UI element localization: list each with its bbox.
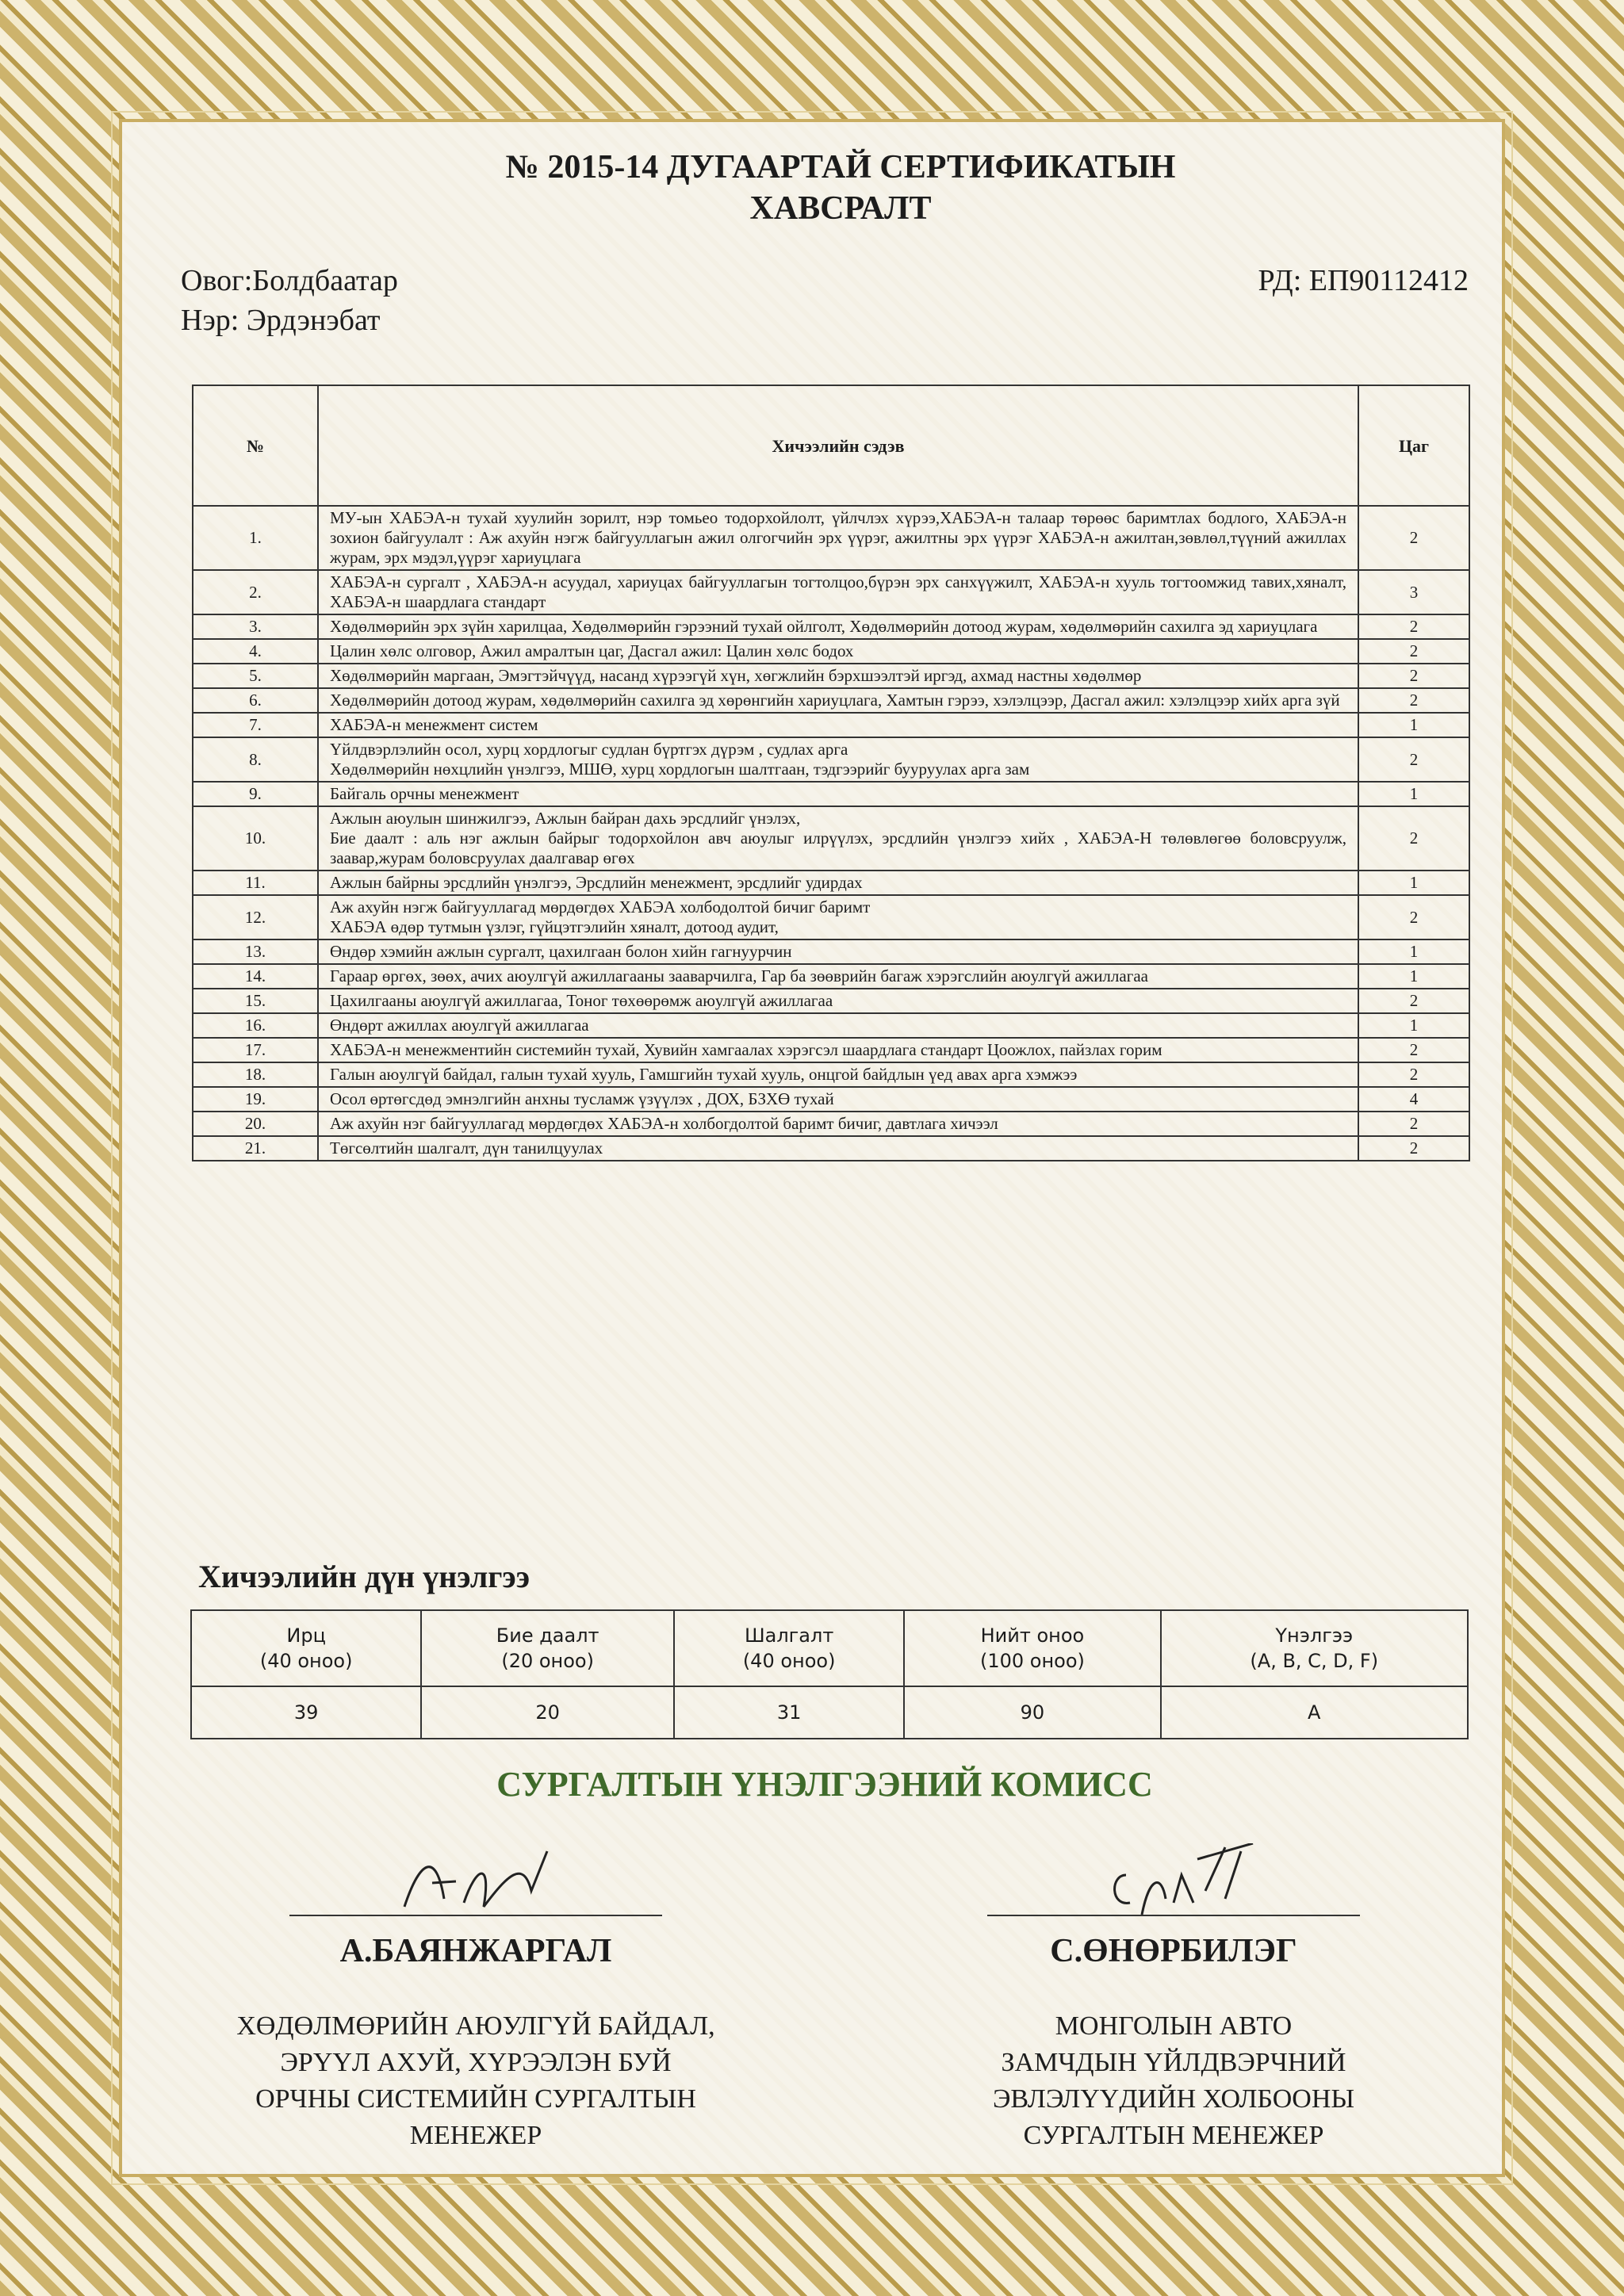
evaluation-column-note: (100 оноо) — [979, 1650, 1085, 1672]
table-row — [193, 1013, 1469, 1038]
row-number: 4. — [193, 639, 318, 664]
row-topic: Осол өртөгсдөд эмнэлгийн анхны тусламж үзүүлэх , ДОХ, БЗХӨ тухай — [318, 1087, 1358, 1112]
evaluation-table — [190, 1609, 1469, 1739]
row-hours: 4 — [1358, 1087, 1469, 1112]
signatory-left — [190, 1827, 761, 2154]
row-hours: 2 — [1358, 614, 1469, 639]
row-number: 13. — [193, 939, 318, 964]
evaluation-column-name: Бие даалт — [496, 1624, 599, 1647]
row-topic: Цалин хөлс олговор, Ажил амралтын цаг, Дасгал ажил: Цалин хөлс бодох — [318, 639, 1358, 664]
row-hours: 2 — [1358, 737, 1469, 782]
row-number: 7. — [193, 713, 318, 737]
table-row — [193, 713, 1469, 737]
signature-right-icon — [1086, 1843, 1261, 1923]
evaluation-column-header — [421, 1610, 674, 1686]
table-row — [193, 806, 1469, 871]
row-topic: Аж ахуйн нэг байгууллагад мөрдөгдөх ХАБЭА-н холбогдолтой баримт бичиг, давтлага хичээл — [318, 1112, 1358, 1136]
role-line: МЕНЕЖЕР — [409, 2121, 542, 2150]
row-topic: Аж ахуйн нэгж байгууллагад мөрдөгдөх ХАБЭА холбодолтой бичиг баримт ХАБЭА өдөр тутмын үзлэг, гүйцэтгэлийн хяналт, дотоод аудит, — [318, 895, 1358, 939]
row-topic: Өндөрт ажиллах аюулгүй ажиллагаа — [318, 1013, 1358, 1038]
table-row — [193, 1038, 1469, 1062]
row-hours: 2 — [1358, 989, 1469, 1013]
row-number: 6. — [193, 688, 318, 713]
row-number: 9. — [193, 782, 318, 806]
row-topic: Гараар өргөх, зөөх, ачих аюулгүй ажиллагааны зааварчилга, Гар ба зөөврийн багаж хэрэгслийн аюулгүй ажиллагаа — [318, 964, 1358, 989]
table-row — [193, 570, 1469, 614]
signatory-right — [888, 1827, 1459, 2154]
table-row — [193, 664, 1469, 688]
table-row — [193, 989, 1469, 1013]
row-hours: 2 — [1358, 806, 1469, 871]
row-hours: 2 — [1358, 506, 1469, 570]
row-hours: 2 — [1358, 1062, 1469, 1087]
table-row — [193, 939, 1469, 964]
row-hours: 2 — [1358, 1136, 1469, 1161]
row-hours: 2 — [1358, 664, 1469, 688]
row-number: 21. — [193, 1136, 318, 1161]
col-header-number: № — [193, 385, 318, 506]
row-number: 2. — [193, 570, 318, 614]
evaluation-value: 20 — [421, 1686, 674, 1739]
evaluation-column-header — [904, 1610, 1160, 1686]
register-number: РД: ЕП90112412 — [1258, 264, 1469, 297]
row-number: 18. — [193, 1062, 318, 1087]
table-row — [193, 1136, 1469, 1161]
evaluation-column-name: Ирц — [286, 1624, 326, 1647]
document-content — [174, 147, 1475, 2150]
row-topic: Ажлын аюулын шинжилгээ, Ажлын байран дахь эрсдлийг үнэлэх, Бие даалт : аль нэг ажлын байрыг тодорхойлон авч аюулыг илрүүлэх, эрсдлийн үнэлгээ хийх , ХАБЭА-Н төлөвлөгөө боловсруулж, заавар,журам боловсруулах даалгавар өгөх — [318, 806, 1358, 871]
table-row — [193, 506, 1469, 570]
document-title — [206, 147, 1475, 229]
table-row — [193, 639, 1469, 664]
row-hours: 2 — [1358, 1038, 1469, 1062]
row-topic: Байгаль орчны менежмент — [318, 782, 1358, 806]
row-hours: 1 — [1358, 964, 1469, 989]
table-row — [193, 895, 1469, 939]
col-header-hours: Цаг — [1358, 385, 1469, 506]
row-number: 3. — [193, 614, 318, 639]
title-line-2: ХАВСРАЛТ — [749, 190, 932, 227]
row-number: 11. — [193, 871, 318, 895]
evaluation-column-note: (A, B, C, D, F) — [1250, 1650, 1379, 1672]
row-number: 1. — [193, 506, 318, 570]
signatory-left-name: А.БАЯНЖАРГАЛ — [339, 1933, 612, 1969]
row-hours: 2 — [1358, 688, 1469, 713]
evaluation-heading: Хичээлийн дүн үнэлгээ — [198, 1559, 530, 1594]
signatory-right-role — [888, 2008, 1459, 2154]
row-hours: 2 — [1358, 895, 1469, 939]
title-line-1: № 2015-14 ДУГААРТАЙ СЕРТИФИКАТЫН — [505, 149, 1176, 186]
evaluation-column-header — [191, 1610, 421, 1686]
row-topic: Хөдөлмөрийн дотоод журам, хөдөлмөрийн сахилга эд хөрөнгийн хариуцлага, Хамтын гэрээ, хэлэлцээр, Дасгал ажил: хэлэлцээр хийх арга зүй — [318, 688, 1358, 713]
row-topic: Хөдөлмөрийн маргаан, Эмэгтэйчүүд, насанд хүрээгүй хүн, хөгжлийн бэрхшээлтэй иргэд, ахмад настны хөдөлмөр — [318, 664, 1358, 688]
row-number: 15. — [193, 989, 318, 1013]
signatory-left-role — [190, 2008, 761, 2154]
table-row — [193, 1087, 1469, 1112]
row-hours: 2 — [1358, 639, 1469, 664]
table-row — [193, 1112, 1469, 1136]
col-header-topic: Хичээлийн сэдэв — [318, 385, 1358, 506]
row-hours: 1 — [1358, 782, 1469, 806]
evaluation-column-name: Шалгалт — [744, 1624, 834, 1647]
table-row — [193, 871, 1469, 895]
surname: Овог:Болдбаатар — [181, 264, 398, 297]
role-line: ЗАМЧДЫН ҮЙЛДВЭРЧНИЙ — [1001, 2048, 1346, 2077]
row-number: 20. — [193, 1112, 318, 1136]
evaluation-value: 31 — [674, 1686, 904, 1739]
evaluation-column-note: (20 оноо) — [501, 1650, 594, 1672]
table-row — [193, 737, 1469, 782]
evaluation-value: 90 — [904, 1686, 1160, 1739]
evaluation-header-row — [191, 1610, 1468, 1686]
row-topic: ХАБЭА-н менежмент систем — [318, 713, 1358, 737]
signature-left-icon — [389, 1843, 563, 1923]
topics-table-header — [193, 385, 1469, 506]
person-info — [174, 261, 1475, 340]
row-number: 10. — [193, 806, 318, 871]
evaluation-column-header — [674, 1610, 904, 1686]
given-name: Нэр: Эрдэнэбат — [181, 304, 381, 337]
row-topic: Хөдөлмөрийн эрх зүйн харилцаа, Хөдөлмөрийн гэрээний тухай ойлголт, Хөдөлмөрийн дотоод журам, хөдөлмөрийн сахилга эд хариуцлага — [318, 614, 1358, 639]
row-hours: 1 — [1358, 1013, 1469, 1038]
role-line: МОНГОЛЫН АВТО — [1055, 2011, 1293, 2041]
evaluation-value-row — [191, 1686, 1468, 1739]
row-topic: Ажлын байрны эрсдлийн үнэлгээ, Эрсдлийн менежмент, эрсдлийг удирдах — [318, 871, 1358, 895]
row-topic: Төгсөлтийн шалгалт, дүн танилцуулах — [318, 1136, 1358, 1161]
table-row — [193, 1062, 1469, 1087]
row-topic: МУ-ын ХАБЭА-н тухай хуулийн зорилт, нэр томьео тодорхойлолт, үйлчлэх хүрээ,ХАБЭА-н талаар төрөөс баримтлах бодлого, ХАБЭА-н зохион байгуулалт : Аж ахуйн нэгж байгууллагын ажил олгогчийн эрх үүрэг, ажилтны эрх үүрэг ХАБЭА-н ажилтан,зөвлөл,түүний ажиллах журам, эрх мэдэл,үүрэг хариуцлага — [318, 506, 1358, 570]
row-hours: 1 — [1358, 871, 1469, 895]
row-topic: Үйлдвэрлэлийн осол, хурц хордлогыг судлан бүртгэх дүрэм , судлах арга Хөдөлмөрийн нөхцлийн үнэлгээ, МШӨ, хурц хордлогын шалтгаан, тэдгээрийг бууруулах арга зам — [318, 737, 1358, 782]
row-number: 12. — [193, 895, 318, 939]
row-topic: ХАБЭА-н сургалт , ХАБЭА-н асуудал, хариуцах байгууллагын тогтолцоо,бүрэн эрх санхүүжилт, ХАБЭА-н хууль тогтоомжид тавих,хяналт, ХАБЭА-н шаардлага стандарт — [318, 570, 1358, 614]
row-hours: 1 — [1358, 939, 1469, 964]
evaluation-value: 39 — [191, 1686, 421, 1739]
role-line: ОРЧНЫ СИСТЕМИЙН СУРГАЛТЫН — [255, 2084, 696, 2114]
table-row — [193, 782, 1469, 806]
table-row — [193, 614, 1469, 639]
evaluation-column-note: (40 оноо) — [742, 1650, 836, 1672]
evaluation-value: A — [1161, 1686, 1468, 1739]
row-topic: Цахилгааны аюулгүй ажиллагаа, Тоног төхөөрөмж аюулгүй ажиллагаа — [318, 989, 1358, 1013]
row-number: 17. — [193, 1038, 318, 1062]
row-hours: 2 — [1358, 1112, 1469, 1136]
row-topic: Өндөр хэмийн ажлын сургалт, цахилгаан болон хийн гагнуурчин — [318, 939, 1358, 964]
row-number: 16. — [193, 1013, 318, 1038]
row-number: 8. — [193, 737, 318, 782]
topics-table — [192, 385, 1470, 1161]
signatory-right-name: С.ӨНӨРБИЛЭГ — [1050, 1933, 1297, 1969]
table-row — [193, 688, 1469, 713]
row-hours: 1 — [1358, 713, 1469, 737]
topics-table-body — [193, 506, 1469, 1161]
evaluation-column-note: (40 оноо) — [259, 1650, 353, 1672]
evaluation-column-name: Үнэлгээ — [1275, 1624, 1354, 1647]
role-line: ЭРҮҮЛ АХУЙ, ХҮРЭЭЛЭН БУЙ — [280, 2048, 672, 2077]
row-topic: ХАБЭА-н менежментийн системийн тухай, Хувийн хамгаалах хэрэгсэл шаардлага стандарт Цоожлох, пайзлах горим — [318, 1038, 1358, 1062]
role-line: СУРГАЛТЫН МЕНЕЖЕР — [1023, 2121, 1324, 2150]
commission-heading: СУРГАЛТЫН ҮНЭЛГЭЭНИЙ КОМИСС — [496, 1765, 1153, 1804]
row-topic: Галын аюулгүй байдал, галын тухай хууль, Гамшгийн тухай хууль, онцгой байдлын үед авах арга хэмжээ — [318, 1062, 1358, 1087]
row-hours: 3 — [1358, 570, 1469, 614]
role-line: ЭВЛЭЛҮҮДИЙН ХОЛБООНЫ — [992, 2084, 1355, 2114]
role-line: ХӨДӨЛМӨРИЙН АЮУЛГҮЙ БАЙДАЛ, — [236, 2011, 715, 2041]
evaluation-column-header — [1161, 1610, 1468, 1686]
row-number: 14. — [193, 964, 318, 989]
row-number: 19. — [193, 1087, 318, 1112]
evaluation-column-name: Нийт оноо — [980, 1624, 1085, 1647]
row-number: 5. — [193, 664, 318, 688]
table-row — [193, 964, 1469, 989]
